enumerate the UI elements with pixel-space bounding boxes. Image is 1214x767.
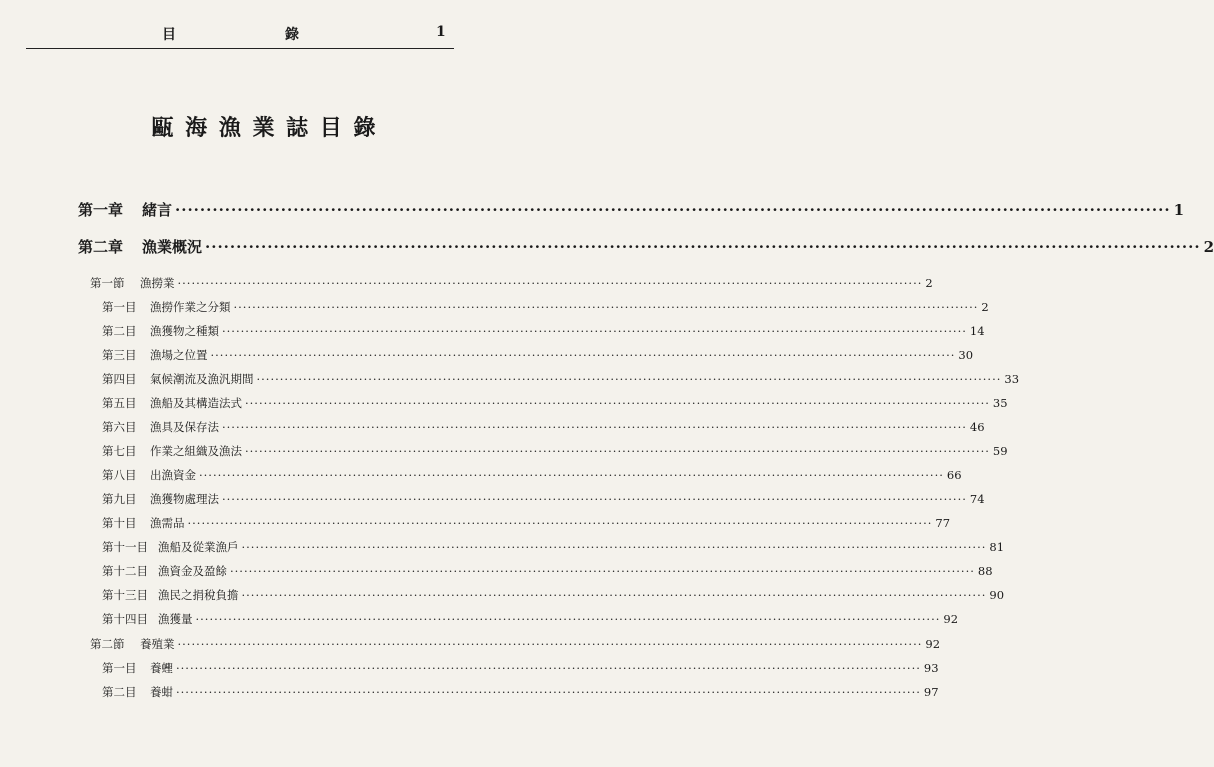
toc-entry bbox=[102, 563, 993, 579]
toc-entry-title: 漁撈作業之分類 bbox=[150, 300, 231, 314]
toc-entry-number: 第七目 bbox=[102, 444, 137, 458]
toc-entry-number: 第二目 bbox=[102, 685, 137, 699]
toc-entry-title: 作業之組織及漁法 bbox=[150, 444, 242, 458]
toc-entry bbox=[78, 199, 1184, 220]
toc-entry-number: 第十三目 bbox=[102, 588, 148, 602]
toc-entry-title: 漁場之位置 bbox=[150, 348, 208, 362]
toc-entry-number: 第二節 bbox=[90, 637, 125, 651]
toc-entry-page: 33 bbox=[1004, 372, 1020, 386]
toc-entry bbox=[90, 275, 933, 291]
toc-entry bbox=[102, 443, 1008, 459]
toc-entry-page: 30 bbox=[958, 348, 974, 362]
toc-entry-title: 漁船及其構造法式 bbox=[150, 396, 242, 410]
toc-entry-title: 氣候潮流及漁汎期間 bbox=[150, 372, 254, 386]
toc-entry-number: 第三目 bbox=[102, 348, 137, 362]
toc-entry-number: 第一目 bbox=[102, 661, 137, 675]
toc-entry-number: 第九目 bbox=[102, 492, 137, 506]
toc-entry bbox=[102, 660, 939, 676]
toc-entry-number: 第六目 bbox=[102, 420, 137, 434]
toc-entry-title: 出漁資金 bbox=[150, 468, 196, 482]
toc-leader-dots: ································································································································································ bbox=[176, 685, 921, 699]
toc-leader-dots: ································································································································································ bbox=[187, 516, 933, 530]
toc-entry-number: 第十目 bbox=[102, 516, 137, 530]
toc-leader-dots: ································································································································································ bbox=[199, 468, 944, 482]
toc-entry-page: 92 bbox=[925, 637, 941, 651]
toc-entry bbox=[102, 539, 1005, 555]
running-header bbox=[0, 0, 529, 60]
toc-entry-title: 漁需品 bbox=[150, 516, 185, 530]
toc-entry bbox=[102, 684, 939, 700]
toc-entry-number: 第二章 bbox=[78, 238, 124, 256]
toc-entry bbox=[102, 395, 1008, 411]
toc-entry-page: 97 bbox=[923, 685, 939, 699]
toc-leader-dots: ································································································································································ bbox=[177, 276, 923, 290]
toc-entry-title: 漁獲物之種類 bbox=[150, 324, 219, 338]
toc-leader-dots: ································································································································································ bbox=[245, 444, 990, 458]
toc-entry-title: 漁獲物處理法 bbox=[150, 492, 219, 506]
toc-entry bbox=[78, 236, 1214, 257]
toc-entry-page: 66 bbox=[946, 468, 962, 482]
toc-leader-dots: ································································································································································ bbox=[222, 492, 967, 506]
toc-entry-page: 88 bbox=[977, 564, 993, 578]
toc-entry-page: 46 bbox=[969, 420, 985, 434]
toc-entry-page: 92 bbox=[943, 612, 959, 626]
toc-entry-number: 第一章 bbox=[78, 201, 124, 219]
page-title: 甌 海 漁 業 誌 目 錄 bbox=[151, 115, 378, 141]
toc-entry bbox=[102, 515, 951, 531]
toc-leader-dots: ································································································································································ bbox=[195, 612, 941, 626]
toc-entry-number: 第五目 bbox=[102, 396, 137, 410]
toc-entry-title: 養蚶 bbox=[150, 685, 173, 699]
toc-leader-dots: ································································································································································ bbox=[241, 540, 987, 554]
toc-leader-dots: ································································································································································ bbox=[205, 238, 1201, 256]
toc-entry-page: 81 bbox=[989, 540, 1005, 554]
toc-entry-title: 漁具及保存法 bbox=[150, 420, 219, 434]
page-number: 1 bbox=[436, 24, 446, 40]
toc-entry-page: 74 bbox=[969, 492, 985, 506]
toc-entry-number: 第十一目 bbox=[102, 540, 148, 554]
toc-entry-number: 第十四目 bbox=[102, 612, 148, 626]
toc-leader-dots: ································································································································································ bbox=[256, 372, 1002, 386]
toc-entry-number: 第一目 bbox=[102, 300, 137, 314]
toc-entry-number: 第八目 bbox=[102, 468, 137, 482]
running-header-left: 目 bbox=[162, 27, 176, 43]
toc-entry-page: 90 bbox=[989, 588, 1005, 602]
toc-entry-number: 第四目 bbox=[102, 372, 137, 386]
toc-entry-page: 59 bbox=[992, 444, 1008, 458]
toc-entry bbox=[102, 467, 962, 483]
toc-entry bbox=[102, 419, 985, 435]
toc-leader-dots: ································································································································································ bbox=[222, 420, 967, 434]
toc-entry-title: 漁業概況 bbox=[142, 238, 203, 256]
toc-entry-page: 2 bbox=[1203, 238, 1214, 256]
toc-entry bbox=[102, 491, 985, 507]
toc-entry-title: 漁船及從業漁戶 bbox=[158, 540, 239, 554]
toc-leader-dots: ································································································································································ bbox=[241, 588, 987, 602]
toc-entry-number: 第十二目 bbox=[102, 564, 148, 578]
toc-entry-title: 漁撈業 bbox=[140, 276, 175, 290]
toc-entry-title: 漁資金及盈餘 bbox=[158, 564, 227, 578]
toc-entry bbox=[102, 371, 1020, 387]
toc-leader-dots: ································································································································································ bbox=[176, 661, 921, 675]
toc-entry-title: 緒言 bbox=[142, 201, 173, 219]
toc-entry bbox=[102, 323, 985, 339]
toc-leader-dots: ································································································································································ bbox=[177, 637, 923, 651]
toc-leader-dots: ································································································································································ bbox=[210, 348, 956, 362]
toc-leader-dots: ································································································································································ bbox=[245, 396, 990, 410]
toc-leader-dots: ································································································································································ bbox=[233, 300, 979, 314]
toc-entry-number: 第一節 bbox=[90, 276, 125, 290]
toc-entry bbox=[102, 611, 959, 627]
toc-leader-dots: ································································································································································ bbox=[222, 324, 967, 338]
toc-entry-page: 14 bbox=[969, 324, 985, 338]
toc-entry-page: 35 bbox=[992, 396, 1008, 410]
toc-entry-page: 77 bbox=[935, 516, 951, 530]
toc-entry-title: 漁獲量 bbox=[158, 612, 193, 626]
running-header-right: 錄 bbox=[285, 27, 299, 43]
toc-leader-dots: ································································································································································ bbox=[230, 564, 975, 578]
toc-entry-number: 第二目 bbox=[102, 324, 137, 338]
toc-entry-page: 1 bbox=[1173, 201, 1184, 219]
toc-entry-page: 93 bbox=[923, 661, 939, 675]
toc-entry-title: 養蟶 bbox=[150, 661, 173, 675]
header-rule bbox=[26, 48, 454, 49]
toc-entry bbox=[102, 347, 974, 363]
toc-entry-title: 養殖業 bbox=[140, 637, 175, 651]
toc-entry-page: 2 bbox=[925, 276, 933, 290]
toc-entry-title: 漁民之捐稅負擔 bbox=[158, 588, 239, 602]
toc-entry-page: 2 bbox=[981, 300, 989, 314]
toc-entry bbox=[102, 587, 1005, 603]
toc-entry bbox=[90, 636, 941, 652]
toc-leader-dots: ································································································································································ bbox=[175, 201, 1171, 219]
toc-entry bbox=[102, 299, 989, 315]
